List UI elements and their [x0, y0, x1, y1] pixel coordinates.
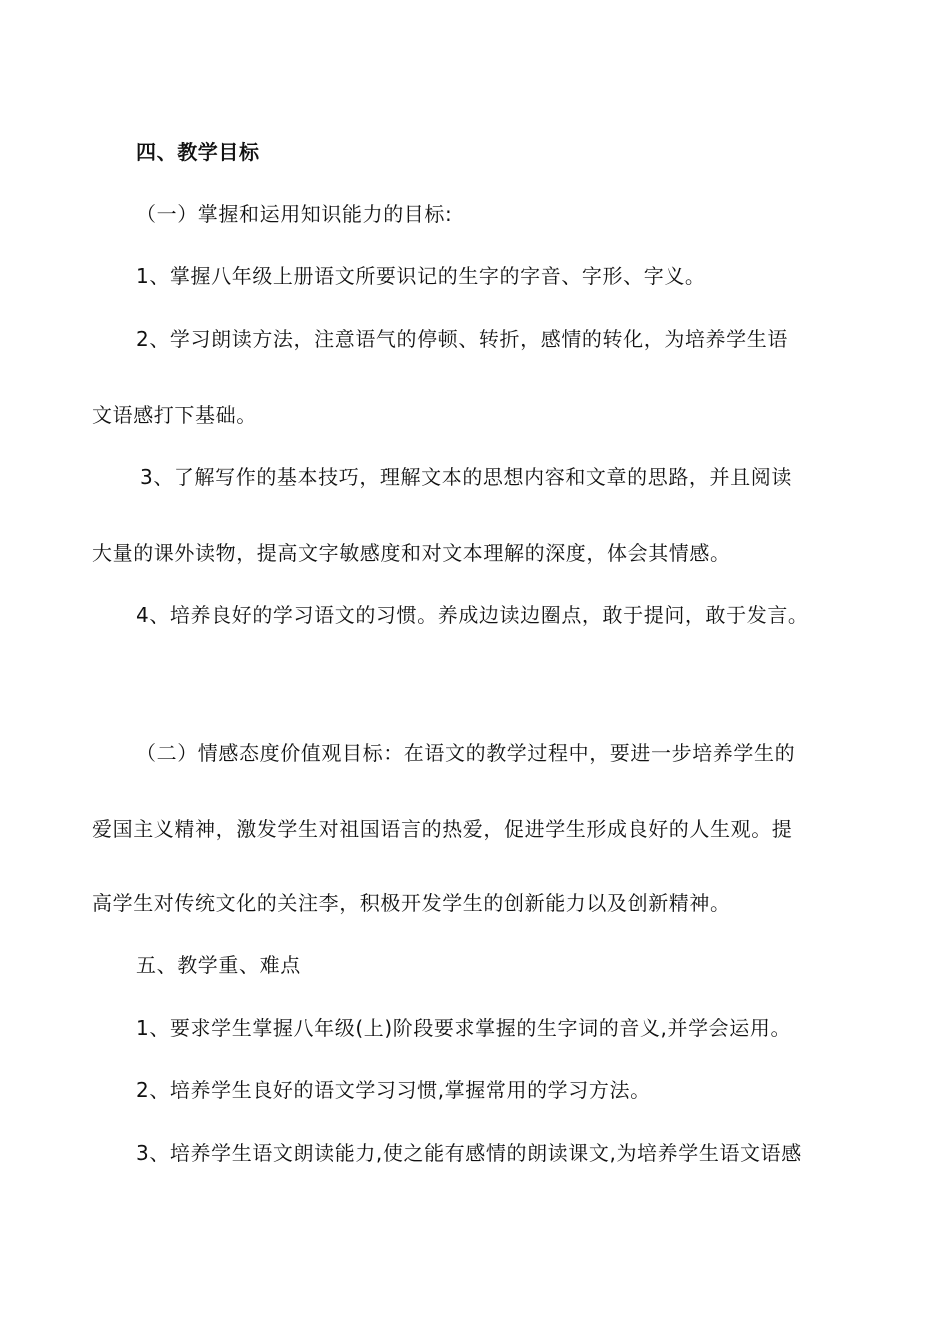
section-5-heading: 五、教学重、难点 — [136, 953, 301, 977]
keypoint-item-3: 3、培养学生语文朗读能力,使之能有感情的朗读课文,为培养学生语文语感 — [136, 1141, 802, 1165]
subsection-2-line-3: 高学生对传统文化的关注李，积极开发学生的创新能力以及创新精神。 — [92, 891, 731, 915]
subsection-1-title: （一）掌握和运用知识能力的目标: — [136, 202, 453, 226]
section-4-heading: 四、教学目标 — [136, 140, 260, 164]
keypoint-item-2: 2、培养学生良好的语文学习习惯,掌握常用的学习方法。 — [136, 1078, 651, 1102]
goal-item-2-line-1: 2、学习朗读方法，注意语气的停顿、转折，感情的转化，为培养学生语 — [136, 327, 788, 351]
goal-item-4: 4、培养良好的学习语文的习惯。养成边读边圈点，敢于提问，敢于发言。 — [136, 603, 809, 627]
goal-item-2-line-2: 文语感打下基础。 — [92, 403, 257, 427]
keypoint-item-1: 1、要求学生掌握八年级(上)阶段要求掌握的生字词的音义,并学会运用。 — [136, 1016, 792, 1040]
subsection-2-line-2: 爱国主义精神，激发学生对祖国语言的热爱，促进学生形成良好的人生观。提 — [92, 817, 793, 841]
goal-item-3-line-1: 3、了解写作的基本技巧，理解文本的思想内容和文章的思路，并且阅读 — [140, 465, 792, 489]
goal-item-1: 1、掌握八年级上册语文所要识记的生字的字音、字形、字义。 — [136, 264, 706, 288]
goal-item-3-line-2: 大量的课外读物，提高文字敏感度和对文本理解的深度，体会其情感。 — [92, 541, 731, 565]
subsection-2-line-1: （二）情感态度价值观目标：在语文的教学过程中，要进一步培养学生的 — [136, 741, 796, 765]
